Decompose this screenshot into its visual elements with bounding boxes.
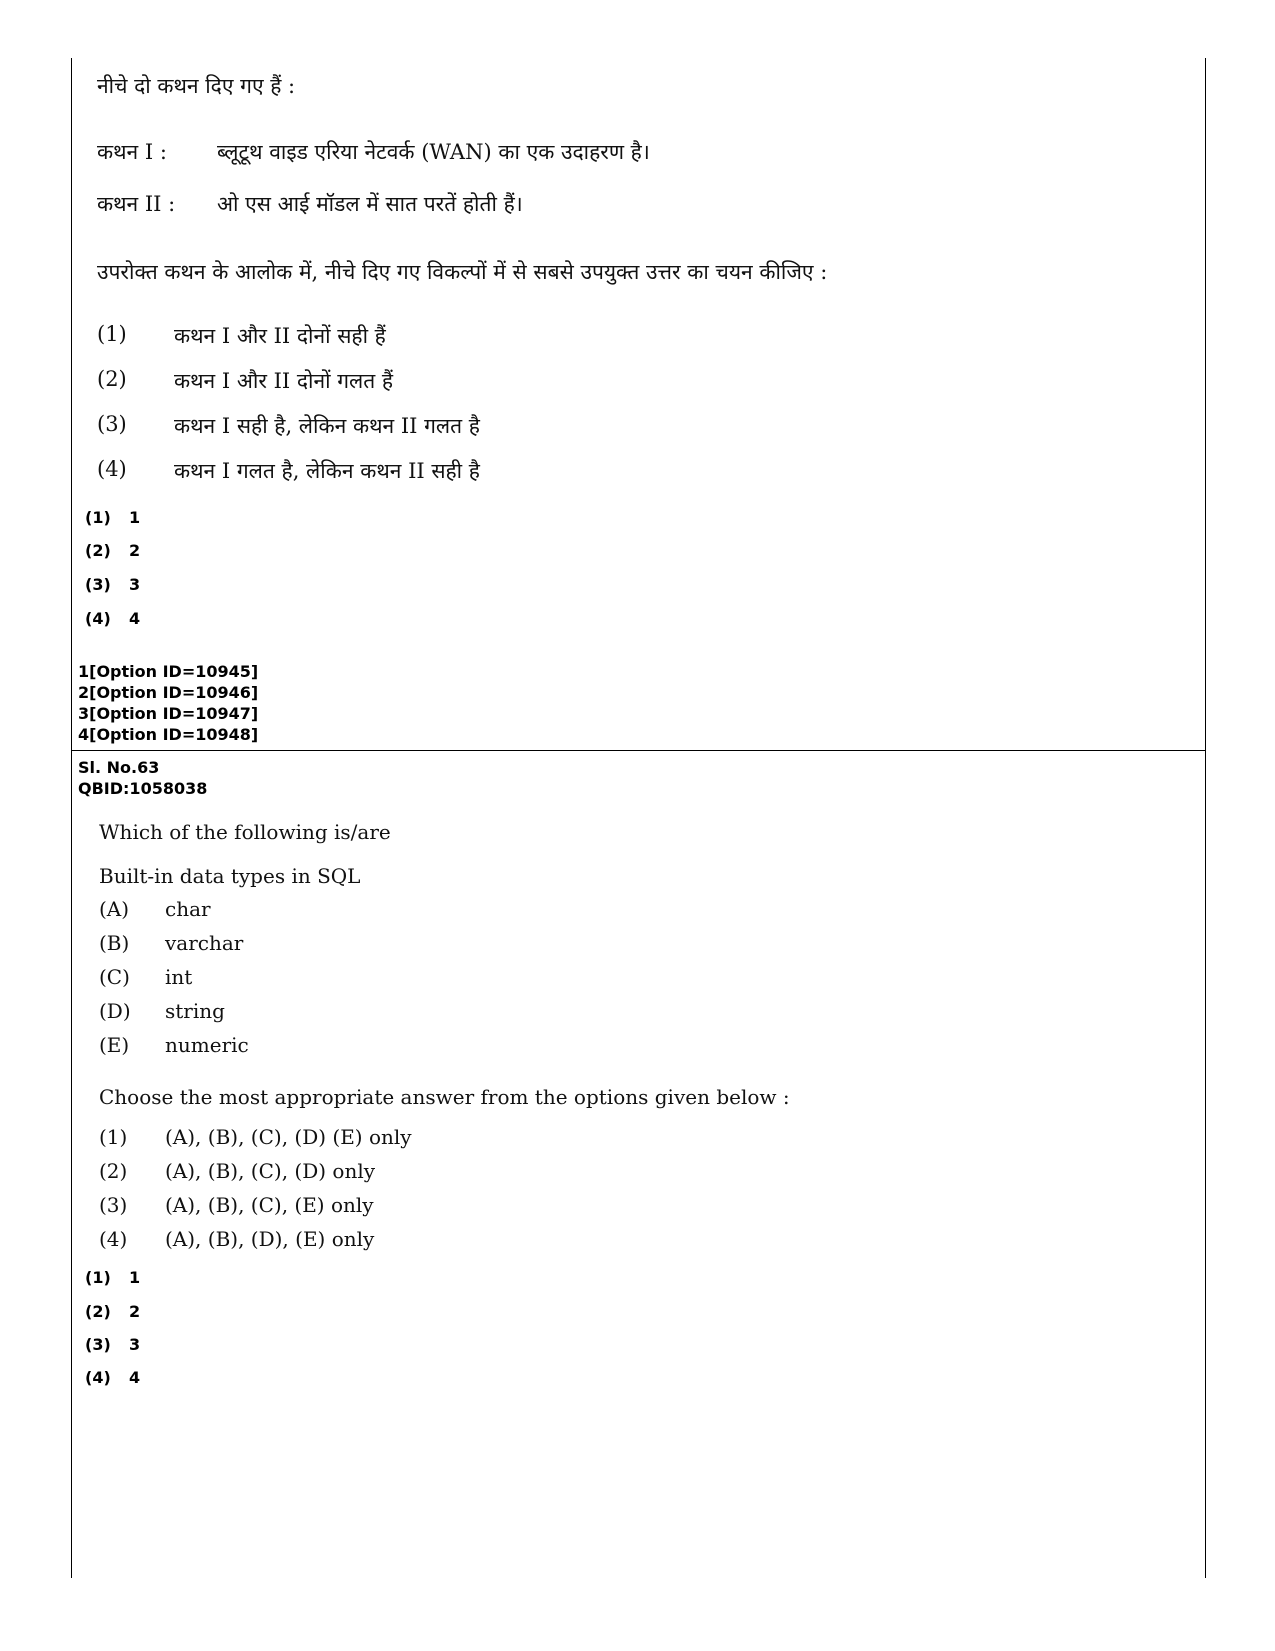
q62-answer-option-3[interactable]: [85, 575, 140, 594]
choice-text: (A), (B), (C), (D) only: [165, 1159, 376, 1183]
answer-option-number: (3): [85, 1335, 111, 1354]
choice-text: कथन I और II दोनों गलत हैं: [174, 369, 394, 393]
q63-answer-option-4[interactable]: [85, 1368, 140, 1387]
answer-option-value: 2: [129, 1302, 141, 1321]
option-id: 4[Option ID=10948]: [78, 725, 259, 744]
q63-choice-3: [99, 1193, 374, 1217]
statement-label: कथन II :: [97, 192, 176, 216]
item-letter: (D): [99, 999, 131, 1023]
option-id: 2[Option ID=10946]: [78, 683, 259, 702]
q62-statement-1: [97, 138, 650, 166]
q63-choice-1: [99, 1125, 412, 1149]
q62-option-ids: [78, 661, 258, 745]
item-letter: (A): [99, 897, 130, 921]
q62-answer-option-1[interactable]: [85, 508, 140, 527]
q62-answer-option-4[interactable]: [85, 609, 140, 628]
answer-option-value: 1: [129, 508, 141, 527]
choice-text: (A), (B), (D), (E) only: [165, 1227, 375, 1251]
choice-number: (1): [97, 322, 127, 346]
statement-text: ब्लूटूथ वाइड एरिया नेटवर्क (WAN) का एक उदाहरण है।: [217, 140, 650, 164]
item-letter: (B): [99, 931, 130, 955]
q63-instruction: Choose the most appropriate answer from the options given below :: [99, 1085, 790, 1109]
statement-text: ओ एस आई मॉडल में सात परतें होती हैं।: [217, 192, 523, 216]
q63-question-line-1: Which of the following is/are: [99, 820, 391, 844]
item-text: int: [165, 965, 193, 989]
choice-text: कथन I गलत है, लेकिन कथन II सही है: [174, 459, 480, 483]
answer-option-value: 2: [129, 541, 141, 560]
answer-option-value: 4: [129, 1368, 141, 1387]
answer-option-number: (4): [85, 609, 111, 628]
q63-choice-4: [99, 1227, 374, 1251]
q63-answer-option-2[interactable]: [85, 1302, 140, 1321]
choice-text: कथन I और II दोनों सही हैं: [174, 324, 386, 348]
q63-question-line-2: Built-in data types in SQL: [99, 864, 361, 888]
answer-option-number: (2): [85, 1302, 111, 1321]
choice-number: (3): [97, 412, 127, 436]
item-letter: (C): [99, 965, 130, 989]
q63-item-a: [99, 897, 211, 921]
answer-option-number: (2): [85, 541, 111, 560]
choice-number: (2): [97, 367, 127, 391]
statement-label: कथन I :: [97, 140, 167, 164]
choice-number: (1): [99, 1125, 128, 1149]
qbid: QBID:1058038: [78, 779, 208, 798]
item-text: varchar: [165, 931, 244, 955]
q62-instruction: उपरोक्त कथन के आलोक में, नीचे दिए गए विकल्पों में से सबसे उपयुक्त उत्तर का चयन कीजिए :: [97, 260, 828, 284]
choice-number: (3): [99, 1193, 128, 1217]
answer-option-number: (1): [85, 1268, 111, 1287]
q63-item-c: [99, 965, 192, 989]
right-border-line: [1205, 58, 1206, 1578]
choice-text: (A), (B), (C), (E) only: [165, 1193, 374, 1217]
q62-intro: नीचे दो कथन दिए गए हैं :: [97, 74, 296, 98]
answer-option-number: (4): [85, 1368, 111, 1387]
q63-header: [78, 757, 207, 799]
item-text: numeric: [165, 1033, 249, 1057]
question-divider: [71, 750, 1206, 751]
answer-option-value: 3: [129, 575, 141, 594]
answer-option-number: (3): [85, 575, 111, 594]
serial-number: Sl. No.63: [78, 758, 160, 777]
choice-text: (A), (B), (C), (D) (E) only: [165, 1125, 412, 1149]
q63-answer-option-1[interactable]: [85, 1268, 140, 1287]
choice-number: (2): [99, 1159, 128, 1183]
q63-choice-2: [99, 1159, 375, 1183]
q62-statement-2: [97, 190, 523, 218]
q62-answer-option-2[interactable]: [85, 541, 140, 560]
choice-number: (4): [97, 457, 127, 481]
item-text: char: [165, 897, 211, 921]
q63-answer-option-3[interactable]: [85, 1335, 140, 1354]
answer-option-number: (1): [85, 508, 111, 527]
answer-option-value: 4: [129, 609, 141, 628]
q62-choice-1: [97, 322, 386, 350]
answer-option-value: 1: [129, 1268, 141, 1287]
choice-text: कथन I सही है, लेकिन कथन II गलत है: [174, 414, 480, 438]
option-id: 3[Option ID=10947]: [78, 704, 259, 723]
item-letter: (E): [99, 1033, 130, 1057]
answer-option-value: 3: [129, 1335, 141, 1354]
choice-number: (4): [99, 1227, 128, 1251]
q63-item-e: [99, 1033, 249, 1057]
left-border-line: [71, 58, 72, 1578]
option-id: 1[Option ID=10945]: [78, 662, 259, 681]
q62-choice-4: [97, 457, 480, 485]
q62-choice-2: [97, 367, 393, 395]
q63-item-b: [99, 931, 243, 955]
q63-item-d: [99, 999, 225, 1023]
item-text: string: [165, 999, 225, 1023]
q62-choice-3: [97, 412, 480, 440]
